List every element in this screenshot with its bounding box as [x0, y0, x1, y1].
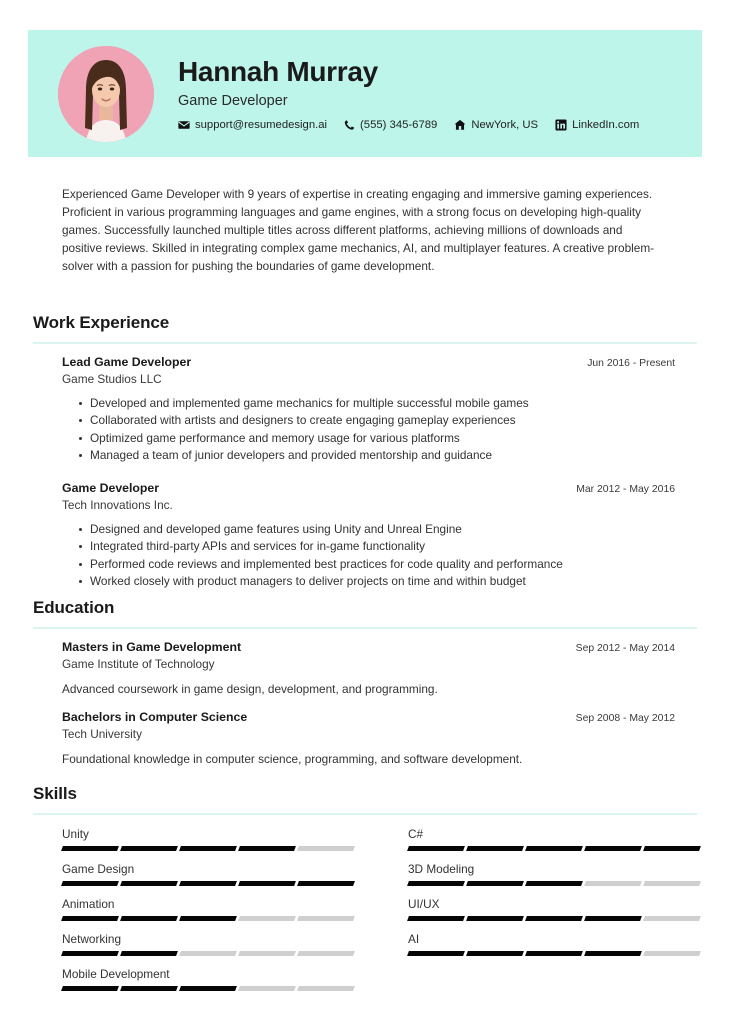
- skill-level-segment: [120, 846, 178, 851]
- skill-level-segment: [466, 881, 524, 886]
- skill-level-segment: [61, 986, 119, 991]
- skill-level-segment: [238, 846, 296, 851]
- skill-level-segment: [584, 916, 642, 921]
- work-entry-head: [62, 481, 697, 495]
- skill-label: Networking: [62, 932, 122, 946]
- skill-level-bar: [62, 986, 354, 991]
- section-skills: [33, 784, 697, 1002]
- skill-level-segment: [297, 881, 355, 886]
- skill-level-segment: [643, 846, 701, 851]
- skill-label: Animation: [62, 897, 115, 911]
- avatar-photo: [58, 46, 154, 142]
- skill-level-bar: [408, 881, 700, 886]
- skill-level-segment: [238, 951, 296, 956]
- skill-item: [62, 897, 380, 932]
- home-icon: [454, 119, 466, 131]
- skill-level-segment: [179, 846, 237, 851]
- skill-label: AI: [408, 932, 420, 946]
- list-item: Integrated third-party APIs and services for in-game functionality: [79, 538, 697, 555]
- skill-level-segment: [61, 951, 119, 956]
- skill-level-segment: [407, 916, 465, 921]
- skill-level-segment: [120, 986, 178, 991]
- education-entry-head: [62, 640, 697, 654]
- skill-label: Mobile Development: [62, 967, 170, 981]
- list-item: Collaborated with artists and designers to create engaging gameplay experiences: [79, 412, 697, 429]
- header-text-block: [178, 56, 639, 131]
- education-entry: [62, 710, 697, 766]
- phone-icon: [344, 119, 355, 131]
- education-entry-title: Bachelors in Computer Science: [62, 710, 248, 724]
- skill-label: Game Design: [62, 862, 135, 876]
- contact-phone-label: (555) 345-6789: [360, 119, 438, 132]
- contact-location-label: NewYork, US: [471, 119, 539, 132]
- list-item: Managed a team of junior developers and provided mentorship and guidance: [79, 447, 697, 464]
- skill-level-segment: [179, 916, 237, 921]
- education-entry-organization: Game Institute of Technology: [62, 657, 215, 671]
- skill-level-segment: [61, 881, 119, 886]
- work-entry-organization: Tech Innovations Inc.: [62, 497, 173, 512]
- education-entry-date: Sep 2012 - May 2014: [575, 643, 675, 654]
- work-entry-organization: Game Studios LLC: [62, 372, 162, 386]
- work-entry-title: Game Developer: [62, 480, 160, 495]
- contact-email[interactable]: [178, 119, 327, 131]
- section-title-skills: Skills: [33, 784, 77, 803]
- education-entry-head: [62, 710, 697, 724]
- skill-level-segment: [297, 916, 355, 921]
- work-entry: [62, 355, 697, 465]
- skill-item: [408, 862, 726, 897]
- skill-level-segment: [179, 951, 237, 956]
- skill-level-segment: [525, 951, 583, 956]
- section-title-education: Education: [33, 598, 115, 617]
- skill-label: UI/UX: [408, 897, 440, 911]
- skill-item: [408, 827, 726, 862]
- list-item: Developed and implemented game mechanics for multiple successful mobile games: [79, 395, 697, 412]
- education-entry-description: Advanced coursework in game design, development, and programming.: [62, 682, 438, 696]
- section-title-work-experience: Work Experience: [33, 313, 170, 332]
- list-item: Optimized game performance and memory usage for various platforms: [79, 430, 697, 447]
- work-entry-bullets: [62, 521, 697, 591]
- skill-level-segment: [179, 881, 237, 886]
- work-entry-head: [62, 355, 697, 369]
- education-entry: [62, 640, 697, 696]
- skill-item: [62, 862, 380, 897]
- work-entry-date: Jun 2016 - Present: [587, 358, 675, 369]
- section-education: [33, 598, 697, 766]
- education-entry-description: Foundational knowledge in computer science, programming, and software development.: [62, 752, 523, 766]
- work-entry-date: Mar 2012 - May 2016: [576, 483, 675, 495]
- linkedin-icon: [555, 119, 567, 131]
- skill-item: [62, 967, 380, 1002]
- skill-level-segment: [407, 951, 465, 956]
- skill-label: Unity: [62, 827, 89, 841]
- skill-level-segment: [120, 951, 178, 956]
- contact-location[interactable]: [454, 119, 538, 131]
- work-experience-body: [33, 344, 697, 591]
- skill-level-segment: [297, 846, 355, 851]
- envelope-icon: [178, 119, 190, 131]
- skill-level-segment: [584, 846, 642, 851]
- skill-level-segment: [297, 951, 355, 956]
- education-entry-date: Sep 2008 - May 2012: [575, 713, 675, 724]
- candidate-name: Hannah Murray: [178, 55, 378, 87]
- contact-linkedin-label: LinkedIn.com: [572, 119, 640, 132]
- skill-level-segment: [466, 951, 524, 956]
- section-work-experience: [33, 313, 697, 591]
- skill-level-segment: [643, 916, 701, 921]
- skill-level-segment: [466, 846, 524, 851]
- skill-level-segment: [525, 846, 583, 851]
- skill-item: [408, 932, 726, 967]
- list-item: Worked closely with product managers to deliver projects on time and within budget: [79, 573, 697, 590]
- skill-level-bar: [62, 881, 354, 886]
- skill-level-bar: [408, 951, 700, 956]
- skill-item: [62, 827, 380, 862]
- work-entry: [62, 481, 697, 591]
- resume-header: [28, 30, 702, 157]
- skill-level-segment: [407, 881, 465, 886]
- skill-level-segment: [238, 881, 296, 886]
- contact-email-label: support@resumedesign.ai: [195, 119, 328, 132]
- avatar: [58, 46, 154, 142]
- skill-level-bar: [62, 951, 354, 956]
- skill-label: C#: [408, 827, 424, 841]
- skill-level-segment: [525, 881, 583, 886]
- skill-item: [408, 897, 726, 932]
- candidate-role: Game Developer: [178, 93, 288, 110]
- skill-level-segment: [584, 951, 642, 956]
- skill-level-segment: [179, 986, 237, 991]
- skill-level-segment: [61, 846, 119, 851]
- skill-level-segment: [407, 846, 465, 851]
- list-item: Performed code reviews and implemented best practices for code quality and performance: [79, 556, 697, 573]
- professional-summary: Experienced Game Developer with 9 years of expertise in creating engaging and immersive gaming experiences. Proficient in various programming languages and game engines, with a strong focus on developing high-quality games. Successfully launched multiple titles across different platforms, achieving millions of downloads and positive reviews. Skilled in integrating complex game mechanics, AI, and multiplayer features. A creative problem-solver with a passion for pushing the boundaries of game development.: [62, 187, 655, 273]
- skill-level-segment: [525, 916, 583, 921]
- contact-linkedin[interactable]: [555, 119, 639, 131]
- education-entry-organization: Tech University: [62, 727, 142, 741]
- education-body: [33, 629, 697, 766]
- skill-item: [62, 932, 380, 967]
- skill-level-bar: [62, 846, 354, 851]
- skill-level-segment: [120, 881, 178, 886]
- skill-level-segment: [643, 951, 701, 956]
- skill-level-segment: [643, 881, 701, 886]
- skill-level-segment: [466, 916, 524, 921]
- skill-level-segment: [584, 881, 642, 886]
- skill-level-bar: [408, 846, 700, 851]
- skill-level-segment: [61, 916, 119, 921]
- contact-list: [178, 119, 639, 131]
- contact-phone[interactable]: [344, 119, 437, 131]
- skill-level-segment: [238, 986, 296, 991]
- skill-level-bar: [62, 916, 354, 921]
- work-entry-bullets: [62, 395, 697, 465]
- skill-level-segment: [120, 916, 178, 921]
- work-entry-title: Lead Game Developer: [62, 355, 192, 369]
- skill-level-segment: [238, 916, 296, 921]
- skill-level-segment: [297, 986, 355, 991]
- list-item: Designed and developed game features using Unity and Unreal Engine: [79, 521, 697, 538]
- skill-label: 3D Modeling: [408, 862, 475, 876]
- education-entry-title: Masters in Game Development: [62, 640, 242, 654]
- skills-grid: [33, 815, 697, 1002]
- skill-level-bar: [408, 916, 700, 921]
